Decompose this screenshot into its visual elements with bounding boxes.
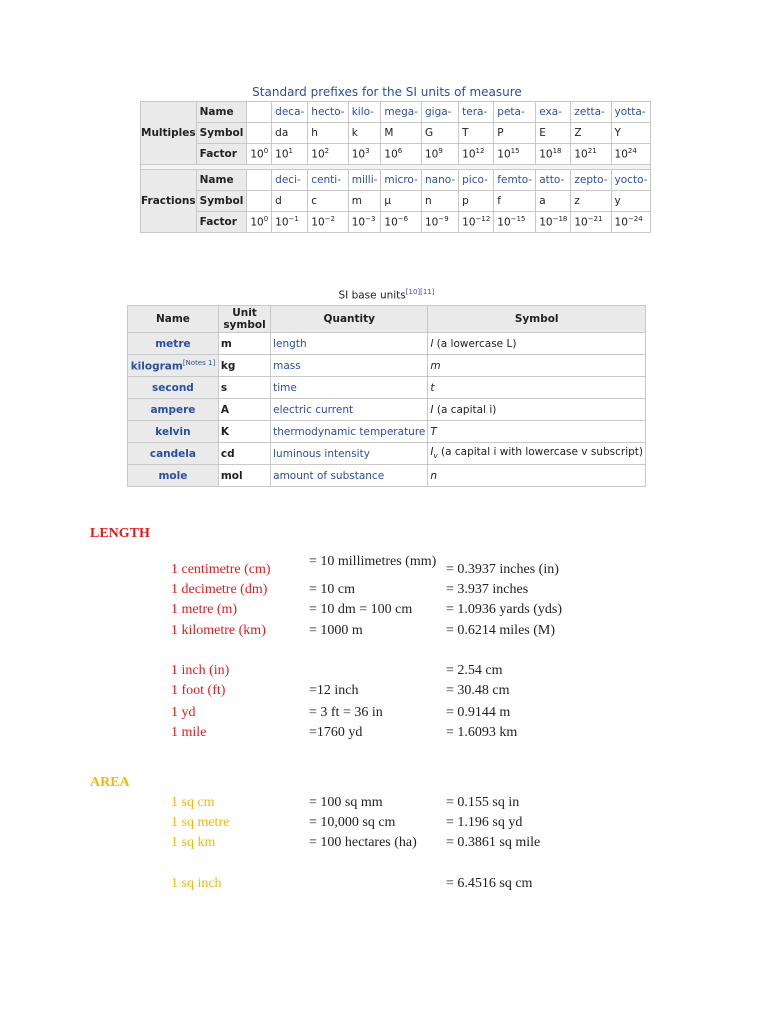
unit-name-link[interactable]: mole [158,469,188,482]
quantity-symbol-cell [428,421,646,443]
unit-name-cell [128,333,219,355]
unit-name-cell [128,355,219,377]
quantity-cell [271,443,428,465]
base-unit-row [128,377,646,399]
unit-symbol-cell: s [218,377,270,399]
prefix-name-cell[interactable]: milli- [348,170,381,191]
quantity-cell [271,333,428,355]
area-equivalent: = 10,000 sq cm [309,815,396,830]
prefix-factor-cell [308,212,348,233]
quantity-cell [271,355,428,377]
prefix-symbol-cell [247,123,272,144]
unit-symbol-cell: K [218,421,270,443]
prefix-factor-cell [421,212,458,233]
unit-symbol-cell: cd [218,443,270,465]
factor-base: 10 [614,216,628,229]
factor-exponent: 24 [627,147,637,156]
factor-exponent: −21 [587,215,603,224]
prefix-name-cell[interactable]: femto- [494,170,536,191]
quantity-symbol-cell [428,355,646,377]
prefix-factor-cell [536,144,571,165]
prefix-symbol-cell: z [571,191,611,212]
quantity-symbol: n [430,469,438,482]
area-unit: 1 sq metre [171,815,230,830]
quantity-symbol: I [430,403,434,416]
unit-name-cell [128,377,219,399]
prefix-name-cell[interactable]: centi- [308,170,348,191]
quantity-link[interactable]: mass [273,359,301,372]
base-unit-row [128,465,646,487]
quantity-symbol-cell [428,399,646,421]
base-unit-row [128,333,646,355]
prefix-name-cell[interactable]: atto- [536,170,571,191]
prefix-name-cell[interactable]: deci- [272,170,308,191]
quantity-symbol: m [430,359,441,372]
prefix-factor-cell [571,212,611,233]
factor-base: 10 [614,148,628,161]
prefix-factor-cell [348,144,381,165]
base-unit-row [128,421,646,443]
length-unit: 1 kilometre (km) [171,623,266,638]
length-equivalent: =1760 yd [309,725,363,740]
area-imperial-equivalent: = 1.196 sq yd [446,815,523,830]
factor-base: 10 [539,216,553,229]
si-prefix-table [140,101,651,233]
factor-base: 10 [250,148,264,161]
prefix-factor-cell [272,144,308,165]
quantity-symbol: I [430,446,434,459]
length-imperial-equivalent: = 1.0936 yards (yds) [446,602,562,617]
base-unit-row [128,355,646,377]
prefix-symbol-cell: f [494,191,536,212]
prefix-factor-cell [494,144,536,165]
unit-name-link[interactable]: kilogram [130,360,183,373]
prefix-factor-cell [381,212,422,233]
quantity-link[interactable]: electric current [273,403,354,416]
prefix-factor-cell [611,212,651,233]
unit-name-link[interactable]: candela [149,447,196,460]
factor-base: 10 [424,148,439,161]
prefix-factor-cell [247,212,272,233]
factor-exponent: 1 [288,147,294,156]
prefix-name-cell [247,102,272,123]
quantity-symbol-cell [428,377,646,399]
factor-base: 10 [574,148,588,161]
factor-base: 10 [311,148,325,161]
area-unit: 1 sq cm [171,795,215,810]
length-imperial-equivalent: = 2.54 cm [446,663,503,678]
length-equivalent: = 10 dm = 100 cm [309,602,413,617]
quantity-link[interactable]: amount of substance [273,469,385,482]
area-imperial-equivalent: = 0.155 sq in [446,795,520,810]
factor-exponent: −2 [324,215,335,224]
header-symbol: Symbol [428,306,646,333]
prefix-symbol-cell: d [272,191,308,212]
prefix-symbol-cell: E [536,123,571,144]
factor-base: 10 [424,216,439,229]
fractions-name-row [141,170,651,191]
prefix-symbol-cell: h [308,123,348,144]
length-imperial-equivalent: = 30.48 cm [446,683,510,698]
prefix-name-cell[interactable]: exa- [536,102,571,123]
quantity-link[interactable]: length [273,337,307,350]
prefix-symbol-cell: a [536,191,571,212]
quantity-cell [271,465,428,487]
prefix-factor-cell [421,144,458,165]
factor-exponent: 12 [475,147,485,156]
factor-base: 10 [275,148,289,161]
length-equivalent: = 3 ft = 36 in [309,705,383,720]
factor-exponent: 21 [587,147,597,156]
prefix-symbol-cell [247,191,272,212]
prefix-symbol-cell: p [459,191,494,212]
unit-name-link[interactable]: ampere [150,403,196,416]
quantity-symbol-note: (a lowercase L) [433,337,517,350]
quantity-link[interactable]: thermodynamic temperature [273,425,426,438]
factor-exponent: 18 [552,147,562,156]
prefix-factor-cell [381,144,422,165]
prefix-symbol-cell: k [348,123,381,144]
base-unit-row [128,443,646,465]
quantity-link[interactable]: luminous intensity [273,447,370,460]
length-section-title: LENGTH [90,526,150,541]
factor-base: 10 [497,148,511,161]
factor-exponent: −1 [288,215,299,224]
length-imperial-equivalent: = 1.6093 km [446,725,518,740]
prefix-name-cell[interactable]: yotta- [611,102,651,123]
multiples-name-row [141,102,651,123]
factor-base: 10 [384,216,398,229]
factor-exponent: 0 [263,147,269,156]
prefix-name-cell[interactable]: giga- [421,102,458,123]
prefix-name-cell[interactable]: pico- [459,170,494,191]
prefix-factor-cell [247,144,272,165]
factor-exponent: 2 [324,147,330,156]
prefix-symbol-cell: n [421,191,458,212]
quantity-symbol-note: (a capital i with lowercase v subscript) [437,446,643,459]
quantity-symbol: l [430,337,434,350]
unit-name-link[interactable]: second [152,381,194,394]
prefix-symbol-cell: c [308,191,348,212]
factor-base: 10 [351,148,366,161]
multiples-symbol-row [141,123,651,144]
header-quantity: Quantity [271,306,428,333]
length-unit: 1 mile [171,725,207,740]
prefix-factor-cell [459,144,494,165]
quantity-symbol-cell [428,333,646,355]
prefix-factor-cell [536,212,571,233]
unit-name-cell [128,399,219,421]
prefix-symbol-cell: Y [611,123,651,144]
prefix-name-cell[interactable]: zepto- [571,170,611,191]
area-imperial-equivalent: = 0.3861 sq mile [446,835,541,850]
prefix-symbol-cell: T [459,123,494,144]
row-label-name: Name [196,170,247,191]
prefix-name-cell[interactable]: micro- [381,170,422,191]
quantity-cell [271,377,428,399]
area-unit: 1 sq inch [171,876,222,891]
factor-base: 10 [275,216,289,229]
factor-base: 10 [497,216,511,229]
row-label-factor: Factor [196,144,247,165]
factor-exponent: 0 [263,215,269,224]
unit-name-link[interactable]: metre [155,337,191,350]
prefix-name-cell[interactable]: kilo- [348,102,381,123]
length-imperial-equivalent: = 0.6214 miles (M) [446,623,555,638]
prefix-factor-cell [611,144,651,165]
row-label-symbol: Symbol [196,191,247,212]
factor-exponent: −15 [510,215,526,224]
fractions-symbol-row [141,191,651,212]
unit-symbol-cell: kg [218,355,270,377]
factor-base: 10 [574,216,588,229]
length-equivalent: = 1000 m [309,623,363,638]
quantity-cell [271,399,428,421]
prefix-name-cell[interactable]: peta- [494,102,536,123]
fractions-group-label: Fractions [141,170,197,233]
quantity-symbol: T [430,425,437,438]
factor-exponent: −9 [438,215,449,224]
length-unit: 1 inch (in) [171,663,230,678]
length-imperial-equivalent: = 3.937 inches [446,582,529,597]
factor-exponent: −24 [627,215,643,224]
factor-base: 10 [462,148,476,161]
prefix-symbol-cell: y [611,191,651,212]
prefix-factor-cell [348,212,381,233]
prefix-name-cell[interactable]: tera- [459,102,494,123]
unit-name-cell [128,421,219,443]
prefix-name-cell[interactable]: nano- [421,170,458,191]
base-units-caption-text: SI base units [338,289,406,302]
length-unit: 1 yd [171,705,196,720]
unit-symbol-cell: m [218,333,270,355]
base-units-header-row [128,306,646,333]
prefix-factor-cell [494,212,536,233]
prefix-symbol-cell: da [272,123,308,144]
length-imperial-equivalent: = 0.9144 m [446,705,511,720]
length-equivalent: = 10 cm [309,582,355,597]
length-unit: 1 metre (m) [171,602,238,617]
unit-symbol-cell: mol [218,465,270,487]
length-imperial-equivalent: = 0.3937 inches (in) [446,562,559,577]
area-equivalent: = 100 sq mm [309,795,383,810]
prefix-symbol-cell: m [348,191,381,212]
base-units-caption-refs[interactable]: [10][11] [405,288,435,296]
factor-base: 10 [384,148,398,161]
prefix-name-cell[interactable]: hecto- [308,102,348,123]
quantity-symbol-cell [428,443,646,465]
fractions-factor-row [141,212,651,233]
prefix-factor-cell [308,144,348,165]
unit-symbol-cell: A [218,399,270,421]
unit-name-cell [128,443,219,465]
prefix-symbol-cell: Z [571,123,611,144]
factor-exponent: −12 [475,215,491,224]
area-equivalent: = 100 hectares (ha) [309,835,417,850]
prefix-factor-cell [272,212,308,233]
prefix-factor-cell [571,144,611,165]
unit-name-link[interactable]: kelvin [155,425,191,438]
length-equivalent: = 10 millimetres (mm) [309,554,437,569]
length-unit: 1 centimetre (cm) [171,562,271,577]
prefix-name-cell[interactable]: yocto- [611,170,651,191]
base-unit-row [128,399,646,421]
area-section-title: AREA [90,775,130,790]
length-unit: 1 foot (ft) [171,683,226,698]
quantity-symbol: t [430,381,435,394]
factor-exponent: −3 [365,215,376,224]
multiples-group-label: Multiples [141,102,197,165]
header-unit-symbol: Unit symbol [218,306,270,333]
row-label-name: Name [196,102,247,123]
si-base-units-table [127,305,646,487]
area-imperial-equivalent: = 6.4516 sq cm [446,876,533,891]
prefix-name-cell[interactable]: mega- [381,102,422,123]
length-unit: 1 decimetre (dm) [171,582,268,597]
quantity-symbol-cell [428,465,646,487]
length-equivalent: =12 inch [309,683,359,698]
header-name: Name [128,306,219,333]
prefix-name-cell[interactable]: deca- [272,102,308,123]
quantity-link[interactable]: time [273,381,297,394]
factor-exponent: 9 [438,147,443,156]
row-label-factor: Factor [196,212,247,233]
row-label-symbol: Symbol [196,123,247,144]
prefix-symbol-cell: μ [381,191,422,212]
factor-exponent: −6 [397,215,409,224]
base-units-caption [127,288,646,302]
factor-exponent: 15 [510,147,520,156]
factor-base: 10 [351,216,366,229]
factor-exponent: 6 [397,147,403,156]
prefix-symbol-cell: P [494,123,536,144]
factor-base: 10 [250,216,264,229]
prefix-factor-cell [459,212,494,233]
factor-base: 10 [539,148,553,161]
quantity-cell [271,421,428,443]
multiples-factor-row [141,144,651,165]
area-unit: 1 sq km [171,835,216,850]
factor-base: 10 [311,216,325,229]
prefix-name-cell[interactable]: zetta- [571,102,611,123]
factor-exponent: −18 [552,215,568,224]
prefix-symbol-cell: G [421,123,458,144]
unit-name-cell [128,465,219,487]
prefix-table-caption: Standard prefixes for the SI units of measure [252,85,522,99]
quantity-symbol-note: (a capital i) [433,403,497,416]
prefix-symbol-cell: M [381,123,422,144]
unit-note-link[interactable]: [Notes 1] [182,358,216,367]
quantity-symbol-subscript: v [433,452,438,461]
factor-base: 10 [462,216,476,229]
prefix-name-cell [247,170,272,191]
factor-exponent: 3 [365,147,370,156]
